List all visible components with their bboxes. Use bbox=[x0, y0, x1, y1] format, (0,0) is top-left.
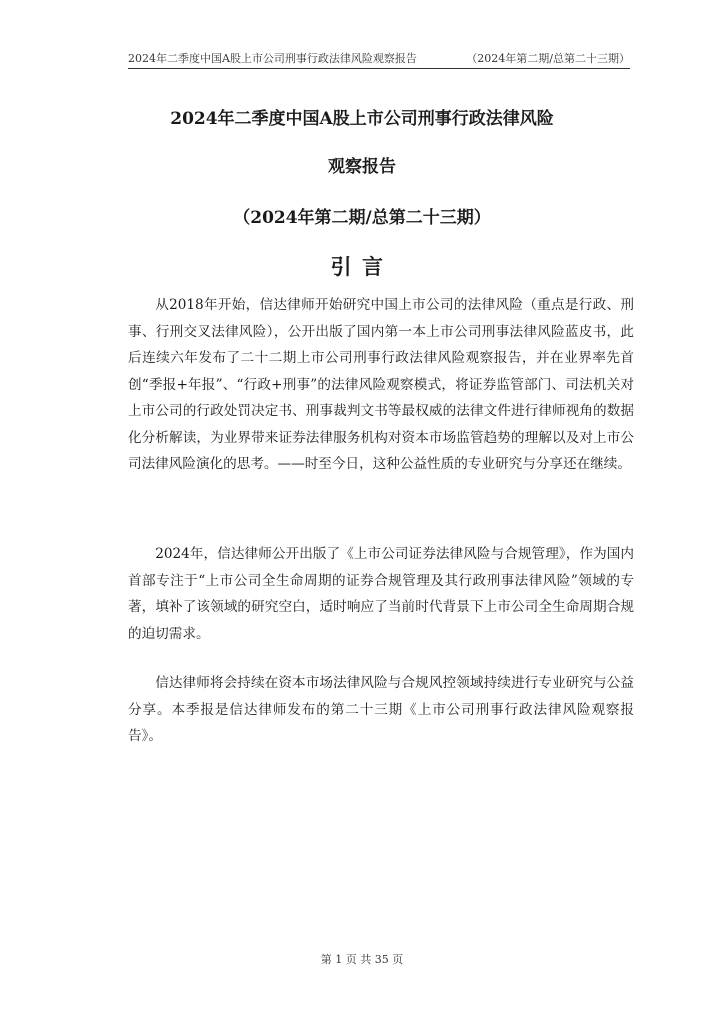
header-issue-number: （2024年第二期/总第二十三期） bbox=[466, 52, 630, 65]
page-footer-page-number: 第 1 页 共 35 页 bbox=[320, 953, 404, 966]
report-title-line-1: 2024年二季度中国A股上市公司刑事行政法律风险 bbox=[170, 109, 554, 129]
intro-paragraph-3: 信达律师将会持续在资本市场法律风险与合规风控领域持续进行专业研究与公益分享。本季报是信达律师发布的第二十三期《上市公司刑事行政法律风险观察报告》。 bbox=[128, 675, 634, 744]
page-header bbox=[128, 46, 630, 69]
report-title-line-2: 观察报告 bbox=[328, 157, 396, 177]
report-issue-subtitle: （2024年第二期/总第二十三期） bbox=[233, 208, 491, 228]
intro-paragraph-1: 从2018年开始，信达律师开始研究中国上市公司的法律风险（重点是行政、刑事、行刑交叉法律风险），公开出版了国内第一本上市公司刑事法律风险蓝皮书，此后连续六年发布了二十二期上市公司刑事行政法律风险观察报告，并在业界率先首创“季报+年报”、“行政+刑事”的法律风险观察模式，将证券监管部门、司法机关对上市公司的行政处罚决定书、刑事裁判文书等最权威的法律文件进行律师视角的数据化分析解读，为业界带来证券法律服务机构对资本市场监管趋势的理解以及对上市公司法律风险演化的思考。——时至今日，这种公益性质的专业研究与分享还在继续。 bbox=[128, 297, 634, 472]
header-report-title: 2024年二季度中国A股上市公司刑事行政法律风险观察报告 bbox=[128, 52, 417, 65]
intro-paragraph-2: 2024年，信达律师公开出版了《上市公司证券法律风险与合规管理》，作为国内首部专注于“上市公司全生命周期的证券合规管理及其行政刑事法律风险”领域的专著，填补了该领域的研究空白，适时响应了当前时代背景下上市公司全生命周期合规的迫切需求。 bbox=[128, 546, 634, 642]
section-heading-introduction: 引言 bbox=[330, 254, 394, 279]
